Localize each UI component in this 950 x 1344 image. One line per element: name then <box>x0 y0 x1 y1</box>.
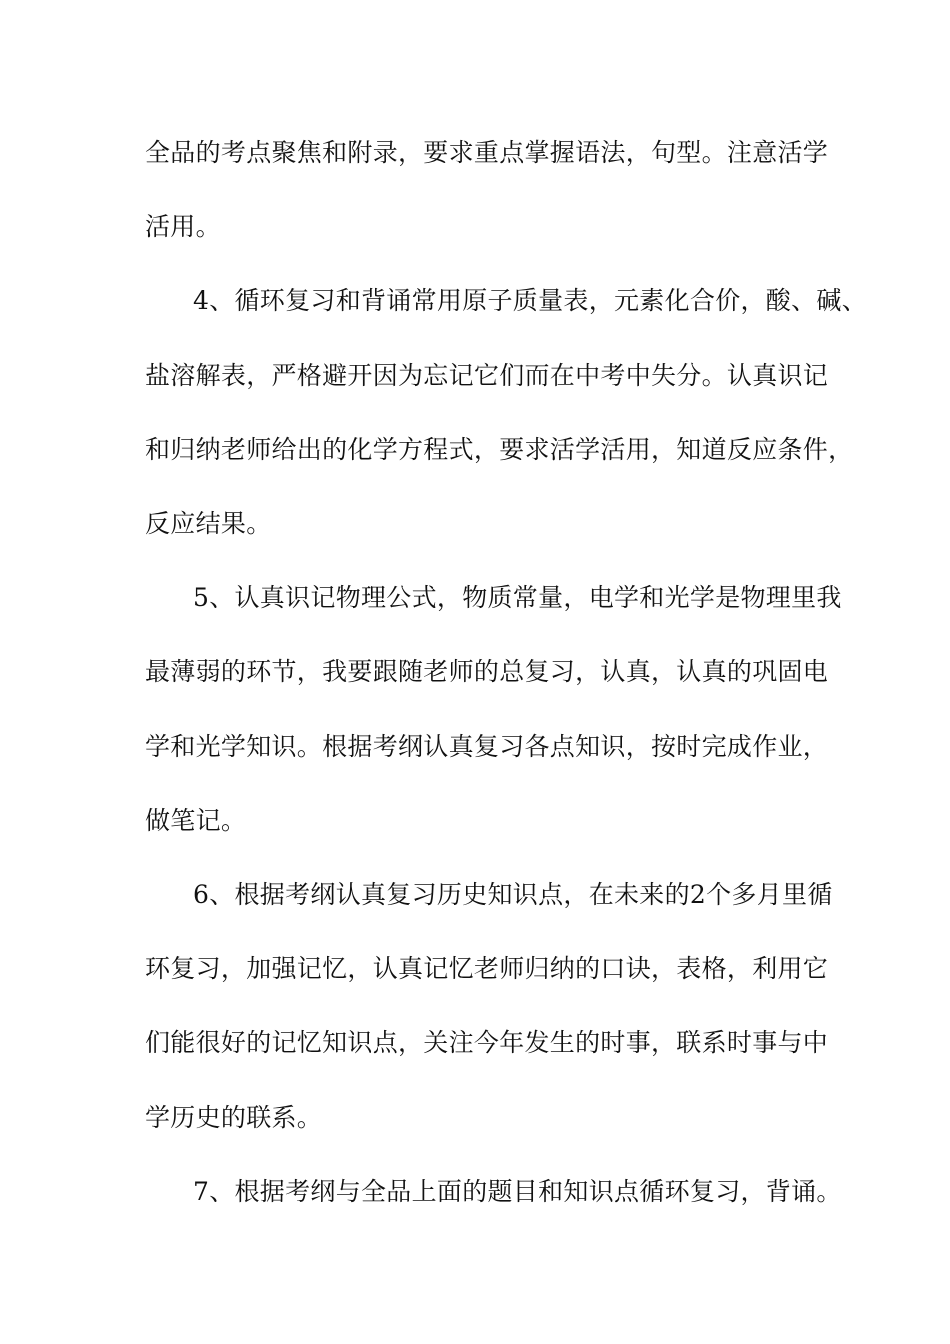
text-line: 活用。 <box>145 212 221 241</box>
paragraph-6-first-line: 6、根据考纲认真复习历史知识点，在未来的2个多月里循 <box>193 880 833 909</box>
text-line: 和归纳老师给出的化学方程式，要求活学活用，知道反应条件， <box>145 435 854 464</box>
text-line: 最薄弱的环节，我要跟随老师的总复习，认真，认真的巩固电 <box>145 657 829 686</box>
text-line: 们能很好的记忆知识点，关注今年发生的时事，联系时事与中 <box>145 1028 829 1057</box>
text-line: 环复习，加强记忆，认真记忆老师归纳的口诀，表格，利用它 <box>145 954 829 983</box>
text-line: 盐溶解表，严格避开因为忘记它们而在中考中失分。认真识记 <box>145 361 829 390</box>
paragraph-7-first-line: 7、根据考纲与全品上面的题目和知识点循环复习，背诵。 <box>193 1177 842 1206</box>
paragraph-4-first-line: 4、循环复习和背诵常用原子质量表，元素化合价，酸、碱、 <box>193 286 868 315</box>
text-line: 学和光学知识。根据考纲认真复习各点知识，按时完成作业， <box>145 732 829 761</box>
text-line: 学历史的联系。 <box>145 1103 323 1132</box>
text-line: 反应结果。 <box>145 509 272 538</box>
text-line: 做笔记。 <box>145 806 247 835</box>
paragraph-5-first-line: 5、认真识记物理公式，物质常量，电学和光学是物理里我 <box>193 583 842 612</box>
text-line: 全品的考点聚焦和附录，要求重点掌握语法，句型。注意活学 <box>145 138 829 167</box>
